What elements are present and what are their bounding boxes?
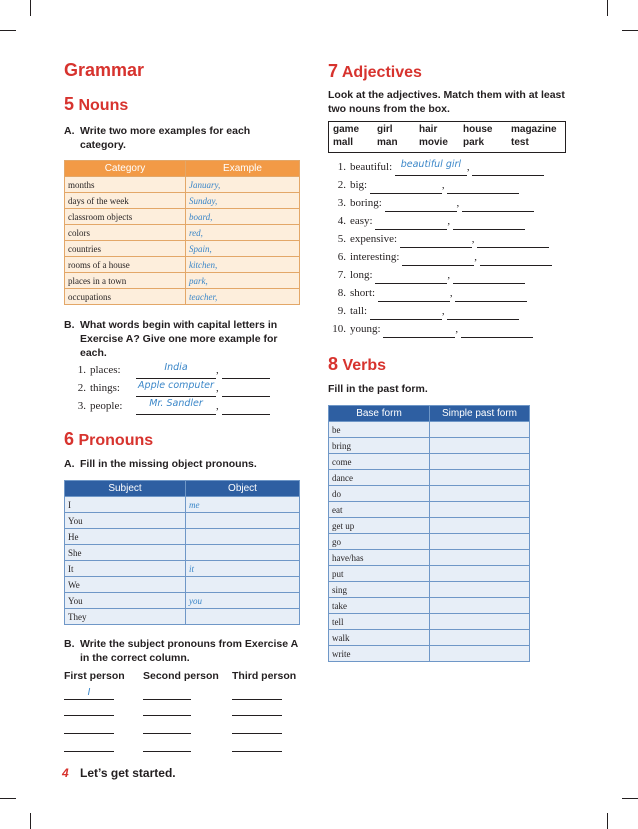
past-form-cell[interactable] [430, 502, 530, 518]
past-form-cell[interactable] [430, 630, 530, 646]
example-cell[interactable]: park, [186, 273, 300, 289]
column-header-subject: Subject [65, 481, 186, 497]
subject-cell: You [65, 593, 186, 609]
list-item: 7. long: , [324, 266, 552, 284]
object-cell[interactable] [186, 545, 300, 561]
word: man [377, 137, 398, 148]
base-form-cell: go [329, 534, 430, 550]
base-form-cell: walk [329, 630, 430, 646]
past-form-cell[interactable] [430, 534, 530, 550]
object-cell[interactable] [186, 513, 300, 529]
item-number: 2. [77, 382, 86, 394]
object-cell[interactable] [186, 529, 300, 545]
word: game [333, 124, 360, 135]
word: house [463, 124, 493, 135]
list-item: 1. places: India , [64, 361, 270, 379]
list-item: 5. expensive: , [324, 230, 552, 248]
third-person-line[interactable] [232, 733, 282, 734]
item-number: 8. [337, 287, 346, 299]
table-row [65, 577, 300, 593]
answer-line[interactable] [462, 199, 534, 212]
instruction-letter: B. [64, 638, 75, 650]
answer-line[interactable] [402, 253, 474, 266]
instruction-letter: A. [64, 458, 75, 470]
footer [62, 766, 176, 780]
instruction-letter: B. [64, 319, 75, 331]
example-cell[interactable]: red, [186, 225, 300, 241]
answer-line[interactable] [222, 384, 270, 397]
first-person-line[interactable] [64, 686, 114, 700]
answer-line[interactable] [461, 325, 533, 338]
object-cell[interactable]: it [186, 561, 300, 577]
column-header-second-person: Second person [143, 670, 219, 682]
instruction-text: What words begin with capital letters in Exercise A? Give one more example for each. [80, 319, 278, 359]
crop-mark [622, 30, 638, 31]
section-7-heading [328, 61, 422, 82]
item-label: interesting: [350, 251, 400, 263]
first-person-line[interactable] [64, 715, 114, 716]
grammar-title: Grammar [64, 60, 145, 80]
word: hair [419, 124, 438, 135]
past-form-cell[interactable] [430, 614, 530, 630]
past-form-cell[interactable] [430, 598, 530, 614]
table-row [65, 257, 300, 273]
item-number: 2. [337, 179, 346, 191]
item-label: people: [90, 400, 123, 412]
base-form-cell: tell [329, 614, 430, 630]
example-cell[interactable]: Sunday, [186, 193, 300, 209]
subject-cell: You [65, 513, 186, 529]
section-6-heading [64, 429, 153, 450]
base-form-cell: do [329, 486, 430, 502]
pronouns-table [64, 480, 300, 625]
item-number: 9. [337, 305, 346, 317]
table-row [329, 470, 530, 486]
section-number: 8 [328, 354, 339, 374]
answer-line[interactable] [447, 307, 519, 320]
answer-line[interactable] [375, 271, 447, 284]
base-form-cell: put [329, 566, 430, 582]
third-person-line[interactable] [232, 751, 282, 752]
past-form-cell[interactable] [430, 438, 530, 454]
answer-text: Mr. Sandler [149, 398, 203, 409]
crop-mark [0, 30, 16, 31]
category-cell: classroom objects [65, 209, 186, 225]
table-row [329, 630, 530, 646]
list-item: 10. young: , [324, 320, 552, 338]
object-cell[interactable]: you [186, 593, 300, 609]
table-row [65, 513, 300, 529]
table-row [65, 177, 300, 193]
section-5-heading [64, 94, 128, 115]
crop-mark [30, 0, 31, 16]
adjectives-list [324, 158, 552, 338]
subject-cell: He [65, 529, 186, 545]
subject-cell: She [65, 545, 186, 561]
answer-line[interactable] [472, 163, 544, 176]
word: magazine [511, 124, 557, 135]
answer-line[interactable] [370, 181, 442, 194]
past-form-cell[interactable] [430, 486, 530, 502]
subject-cell: It [65, 561, 186, 577]
verbs-instruction: Fill in the past form. [328, 383, 428, 395]
category-cell: days of the week [65, 193, 186, 209]
verbs-table [328, 405, 530, 662]
table-row [329, 582, 530, 598]
base-form-cell: be [329, 422, 430, 438]
item-number: 5. [337, 233, 346, 245]
first-person-line[interactable] [64, 733, 114, 734]
item-label: expensive: [350, 233, 398, 245]
table-row [329, 646, 530, 662]
category-cell: places in a town [65, 273, 186, 289]
answer-text: beautiful girl [400, 159, 462, 170]
instruction-letter: A. [64, 125, 75, 137]
subject-cell: We [65, 577, 186, 593]
item-label: easy: [350, 215, 373, 227]
example-cell[interactable]: Spain, [186, 241, 300, 257]
column-header-base-form: Base form [329, 406, 430, 422]
table-row [329, 534, 530, 550]
word-box [328, 121, 566, 153]
answer-line[interactable] [447, 181, 519, 194]
table-row [65, 545, 300, 561]
example-cell[interactable]: kitchen, [186, 257, 300, 273]
item-number: 4. [337, 215, 346, 227]
capital-words-list [64, 361, 270, 415]
base-form-cell: take [329, 598, 430, 614]
answer-text: I [87, 687, 91, 698]
item-number: 3. [77, 400, 86, 412]
column-header-object: Object [186, 481, 300, 497]
table-row [65, 225, 300, 241]
base-form-cell: eat [329, 502, 430, 518]
example-cell[interactable]: teacher, [186, 289, 300, 305]
section-8-heading [328, 354, 386, 375]
pronouns-instruction-a [64, 457, 294, 471]
list-item: 2. things: Apple computer , [64, 379, 270, 397]
item-label: big: [350, 179, 368, 191]
third-person-line[interactable] [232, 699, 282, 700]
category-cell: occupations [65, 289, 186, 305]
answer-line[interactable] [453, 271, 525, 284]
object-cell[interactable]: me [186, 497, 300, 513]
answer-line[interactable] [385, 199, 457, 212]
item-label: tall: [350, 305, 368, 317]
list-item: 2. big: , [324, 176, 552, 194]
table-row [65, 593, 300, 609]
column-header-third-person: Third person [232, 670, 297, 682]
category-cell: rooms of a house [65, 257, 186, 273]
past-form-cell[interactable] [430, 454, 530, 470]
second-person-line[interactable] [143, 733, 191, 734]
adjectives-instruction: Look at the adjectives. Match them with at least two nouns from the box. [328, 89, 565, 115]
category-cell: colors [65, 225, 186, 241]
item-number: 6. [337, 251, 346, 263]
object-cell[interactable] [186, 609, 300, 625]
item-number: 1. [77, 364, 86, 376]
past-form-cell[interactable] [430, 550, 530, 566]
answer-line[interactable] [453, 217, 525, 230]
crop-mark [607, 813, 608, 829]
base-form-cell: get up [329, 518, 430, 534]
base-form-cell: have/has [329, 550, 430, 566]
nouns-instruction-b [64, 318, 294, 360]
table-row [329, 438, 530, 454]
table-row [329, 502, 530, 518]
item-number: 10. [332, 323, 346, 335]
item-label: young: [350, 323, 381, 335]
crop-mark [30, 813, 31, 829]
category-cell: months [65, 177, 186, 193]
table-row [329, 550, 530, 566]
column-header-first-person: First person [64, 670, 125, 682]
example-cell[interactable]: January, [186, 177, 300, 193]
section-title: Verbs [342, 357, 387, 374]
section-title: Adjectives [341, 64, 422, 81]
past-form-cell[interactable] [430, 646, 530, 662]
item-label: long: [350, 269, 373, 281]
list-item: 3. boring: , [324, 194, 552, 212]
table-row [65, 609, 300, 625]
table-row [65, 289, 300, 305]
word: park [463, 137, 485, 148]
table-row [65, 273, 300, 289]
list-item: 6. interesting: , [324, 248, 552, 266]
past-form-cell[interactable] [430, 518, 530, 534]
word: movie [419, 137, 448, 148]
page-number: 4 [62, 766, 69, 780]
item-label: beautiful: [350, 161, 393, 173]
table-row [329, 566, 530, 582]
subject-cell: I [65, 497, 186, 513]
word: mall [333, 137, 354, 148]
past-form-cell[interactable] [430, 470, 530, 486]
item-label: boring: [350, 197, 382, 209]
answer-line[interactable] [375, 217, 447, 230]
base-form-cell: write [329, 646, 430, 662]
table-row [65, 561, 300, 577]
crop-mark [622, 798, 638, 799]
instruction-text: Write two more examples for each category. [80, 125, 251, 151]
object-cell[interactable] [186, 577, 300, 593]
answer-text: India [164, 362, 188, 373]
crop-mark [607, 0, 608, 16]
word-box-row [329, 137, 565, 150]
table-row [329, 422, 530, 438]
table-row [65, 193, 300, 209]
answer-line[interactable] [477, 235, 549, 248]
answer-line[interactable] [370, 307, 442, 320]
category-cell: countries [65, 241, 186, 257]
list-item: 9. tall: , [324, 302, 552, 320]
base-form-cell: come [329, 454, 430, 470]
item-label: places: [90, 364, 121, 376]
past-form-cell[interactable] [430, 422, 530, 438]
section-title: Nouns [78, 97, 129, 114]
list-item: 3. people: Mr. Sandler , [64, 397, 270, 415]
item-number: 7. [337, 269, 346, 281]
first-person-line[interactable] [64, 751, 114, 752]
answer-line[interactable] [378, 289, 450, 302]
table-row [329, 518, 530, 534]
example-cell[interactable]: board, [186, 209, 300, 225]
crop-mark [0, 798, 16, 799]
word-box-row [329, 122, 565, 137]
table-row [329, 486, 530, 502]
second-person-line[interactable] [143, 751, 191, 752]
list-item: 1. beautiful: beautiful girl , [324, 158, 552, 176]
nouns-instruction-a [64, 124, 294, 152]
item-label: things: [90, 382, 120, 394]
answer-line[interactable] [455, 289, 527, 302]
footer-text: Let’s get started. [80, 766, 176, 780]
item-number: 1. [337, 161, 346, 173]
word: girl [377, 124, 393, 135]
section-title: Pronouns [78, 432, 154, 449]
base-form-cell: sing [329, 582, 430, 598]
table-row [329, 614, 530, 630]
pronouns-instruction-b [64, 637, 304, 665]
answer-line[interactable] [480, 253, 552, 266]
table-row [65, 529, 300, 545]
nouns-table [64, 160, 300, 305]
base-form-cell: bring [329, 438, 430, 454]
third-person-line[interactable] [232, 715, 282, 716]
list-item: 4. easy: , [324, 212, 552, 230]
past-form-cell[interactable] [430, 582, 530, 598]
answer-line[interactable] [400, 235, 472, 248]
section-number: 7 [328, 61, 339, 81]
answer-line[interactable] [383, 325, 455, 338]
list-item: 8. short: , [324, 284, 552, 302]
column-header-category: Category [65, 161, 186, 177]
second-person-line[interactable] [143, 715, 191, 716]
table-row [65, 209, 300, 225]
section-number: 5 [64, 94, 75, 114]
table-row [65, 241, 300, 257]
item-number: 3. [337, 197, 346, 209]
table-row [329, 598, 530, 614]
table-row [329, 454, 530, 470]
instruction-text: Fill in the missing object pronouns. [80, 458, 257, 470]
item-label: short: [350, 287, 376, 299]
subject-cell: They [65, 609, 186, 625]
word: test [511, 137, 529, 148]
column-header-simple-past: Simple past form [430, 406, 530, 422]
answer-line[interactable] [222, 402, 270, 415]
answer-line[interactable] [222, 366, 270, 379]
answer-text: Apple computer [138, 380, 214, 391]
table-row [65, 497, 300, 513]
instruction-text: Write the subject pronouns from Exercise A in the correct column. [80, 638, 298, 664]
base-form-cell: dance [329, 470, 430, 486]
section-number: 6 [64, 429, 75, 449]
column-header-example: Example [186, 161, 300, 177]
past-form-cell[interactable] [430, 566, 530, 582]
second-person-line[interactable] [143, 699, 191, 700]
